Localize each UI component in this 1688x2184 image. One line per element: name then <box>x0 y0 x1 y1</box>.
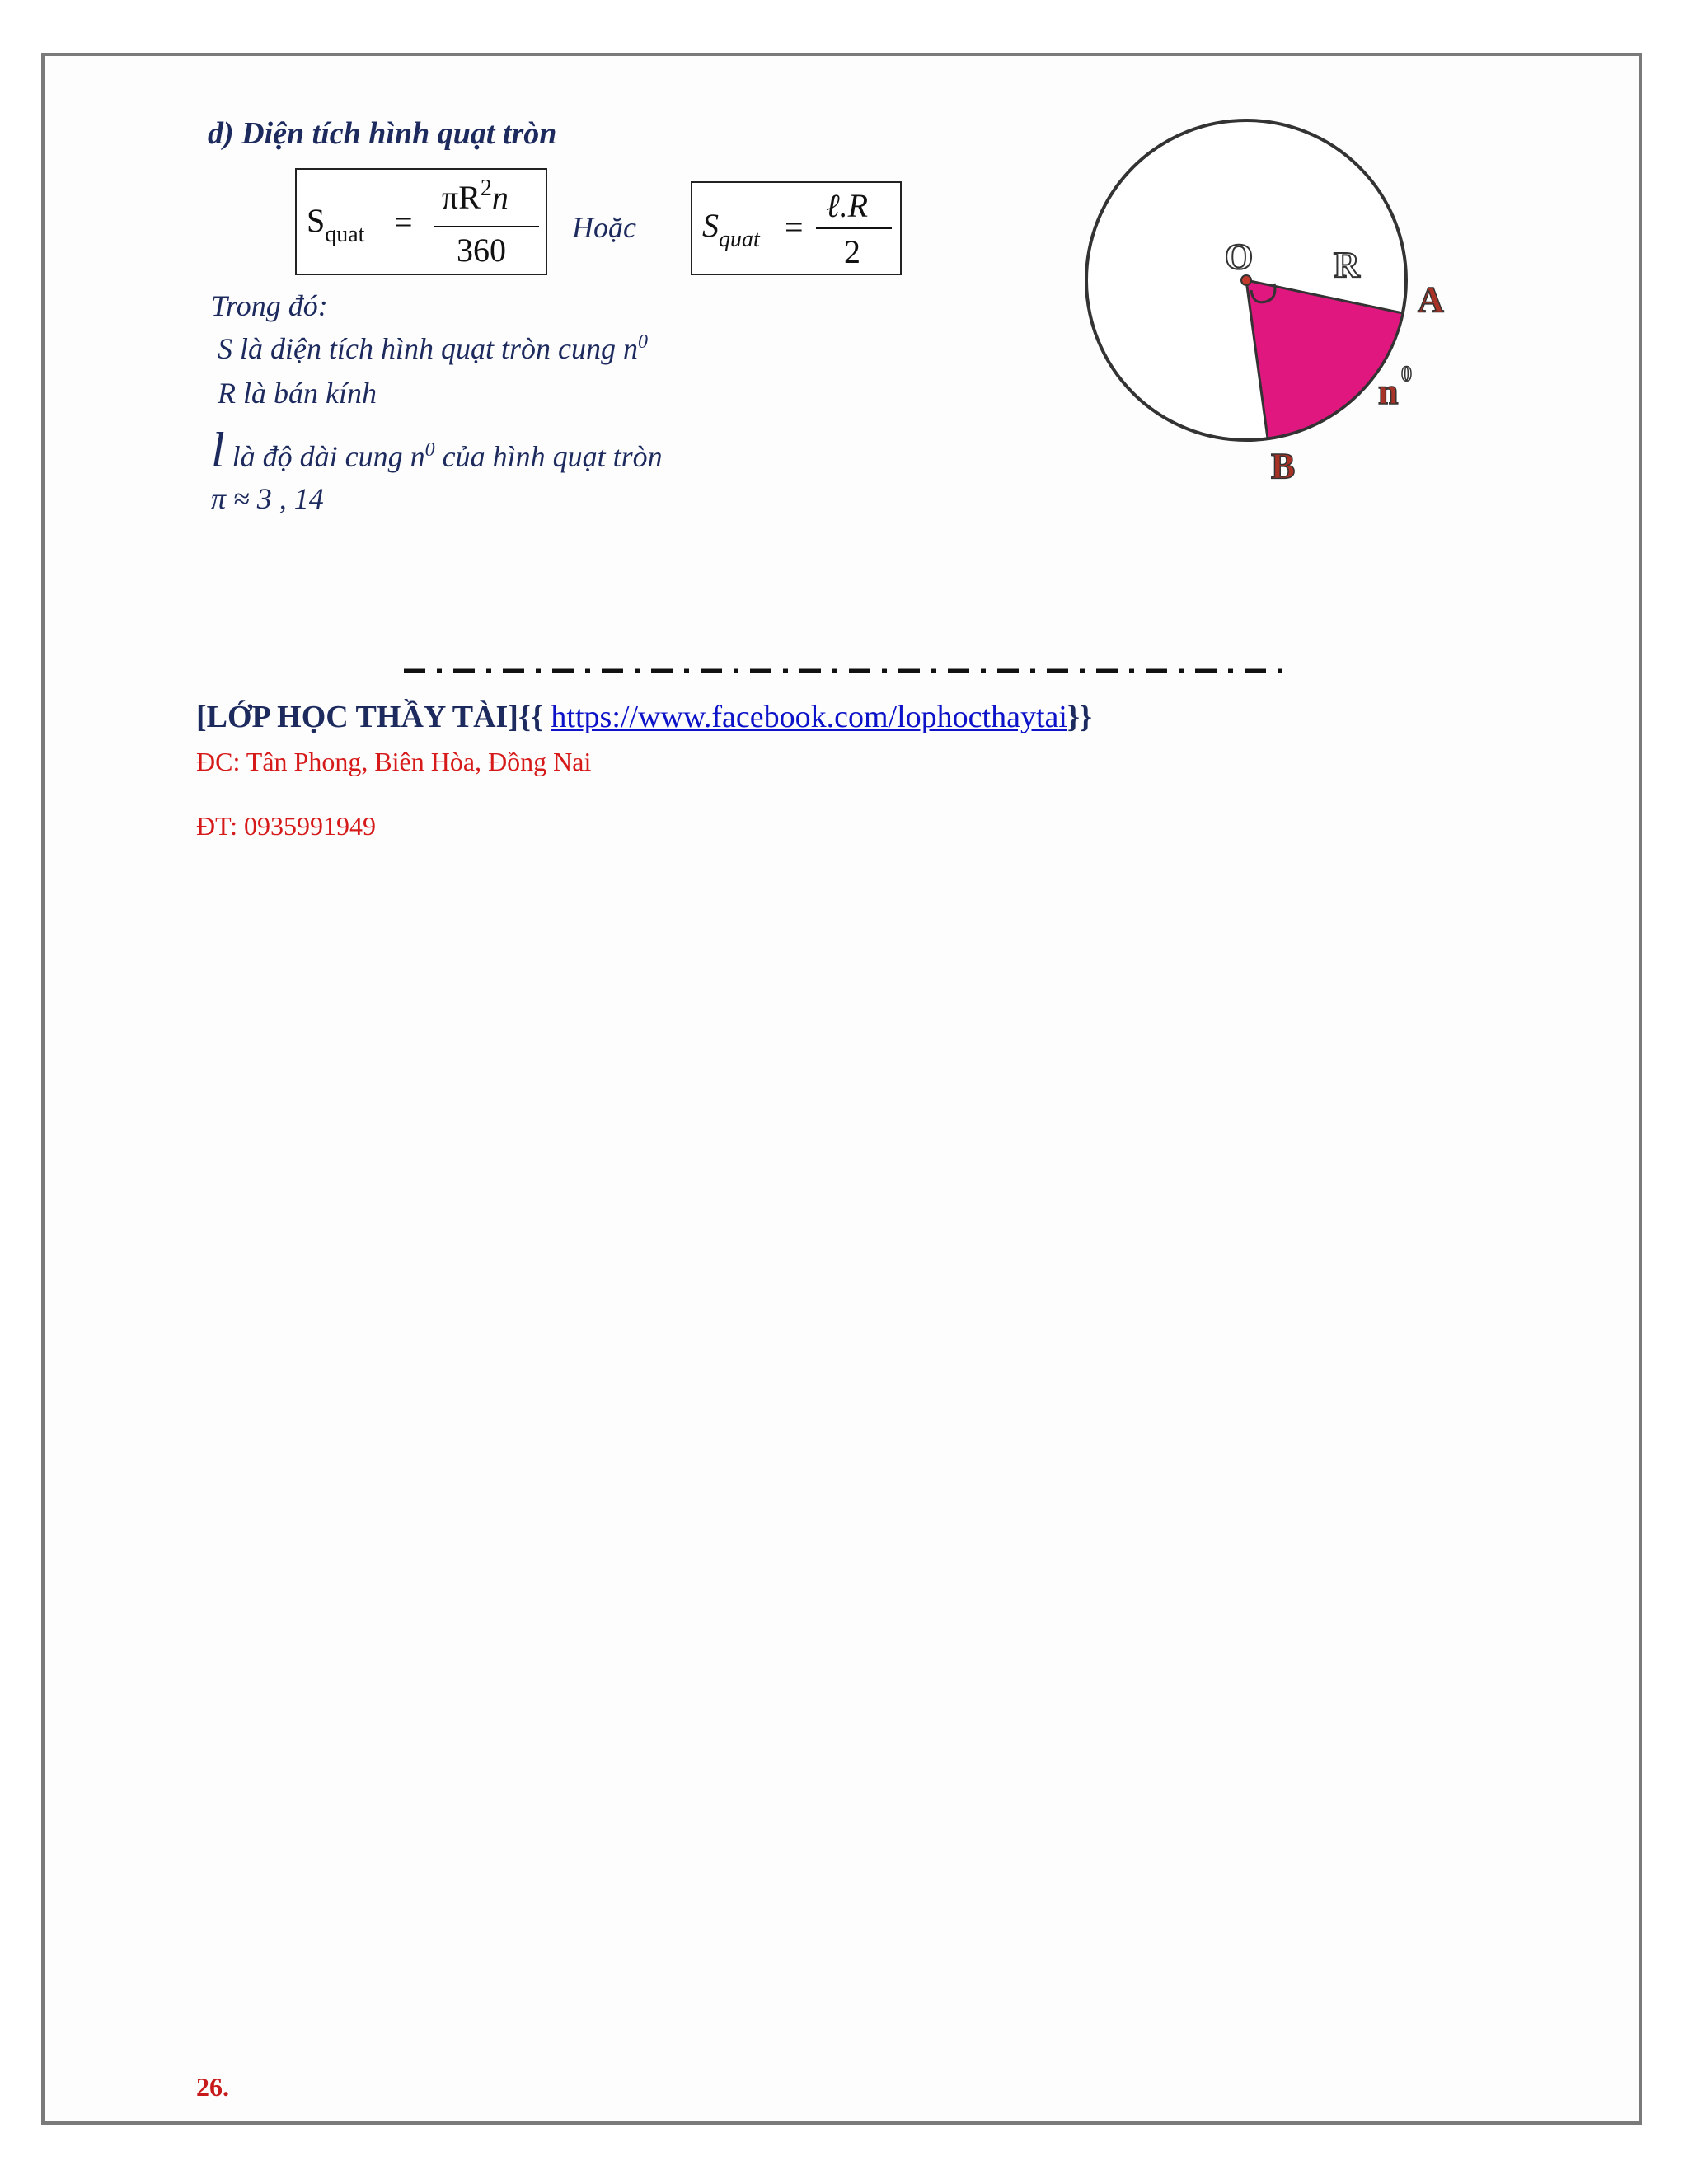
formula2-equals: = <box>785 209 804 246</box>
label-n: n <box>1378 372 1399 412</box>
page-number: 26. <box>196 2072 229 2102</box>
explanation-l <box>211 422 663 479</box>
label-n-degree: 0 <box>1401 362 1412 386</box>
sector-area-formula-alt-box <box>691 181 902 275</box>
footer-phone: ĐT: 0935991949 <box>196 811 376 841</box>
facebook-link[interactable]: https://www.facebook.com/lophocthaytai <box>551 700 1067 734</box>
explanation-pi: π ≈ 3 , 14 <box>211 482 324 515</box>
formula2-lhs <box>702 206 760 252</box>
footer-title: [LỚP HỌC THẦY TÀI] <box>196 700 518 734</box>
footer-address: ĐC: Tân Phong, Biên Hòa, Đồng Nai <box>196 747 592 776</box>
explanation-l-text: là độ dài cung n <box>224 440 425 473</box>
label-o: O <box>1225 237 1254 277</box>
or-connector: Hoặc <box>572 211 636 244</box>
formula2-numerator: ℓ.R <box>826 187 869 224</box>
explanation-s-text: S là diện tích hình quạt tròn cung n <box>218 332 638 365</box>
formula1-numerator-var: n <box>491 179 509 216</box>
formula2-fraction-line <box>816 227 892 229</box>
formula1-fraction-line <box>434 226 539 227</box>
dash-dot-divider <box>404 668 1294 674</box>
explanation-s-sup: 0 <box>637 331 648 353</box>
sector-diagram <box>1071 107 1467 494</box>
explanation-l-tail: của hình quạt tròn <box>434 440 663 473</box>
arc-length-symbol: l <box>211 423 225 477</box>
formula1-denominator: 360 <box>457 232 506 269</box>
explanation-s <box>218 331 648 366</box>
label-b: B <box>1271 446 1296 486</box>
formula1-equals: = <box>394 204 413 241</box>
sector-area-formula-box <box>295 168 547 275</box>
formula1-numerator <box>442 178 509 217</box>
explanation-r: R là bán kính <box>218 377 377 410</box>
label-a: A <box>1418 279 1444 320</box>
formula2-lhs-subscript: quat <box>719 227 760 252</box>
formula2-denominator: 2 <box>844 233 860 270</box>
formula1-numerator-exp: 2 <box>480 176 492 201</box>
formula2-lhs-symbol: S <box>702 207 719 244</box>
footer-brace-open: {{ <box>518 700 551 734</box>
formula1-lhs-subscript: quat <box>325 222 365 247</box>
formula1-numerator-base: πR <box>442 179 481 216</box>
label-r: R <box>1334 245 1360 285</box>
footer-title-line <box>196 699 1092 735</box>
explanation-l-sup: 0 <box>424 439 435 461</box>
formula1-lhs-symbol: S <box>307 202 326 239</box>
explanation-intro: Trong đó: <box>211 289 328 322</box>
formula1-lhs <box>307 201 365 247</box>
footer-brace-close: }} <box>1067 700 1092 734</box>
section-heading: d) Diện tích hình quạt tròn <box>208 116 557 151</box>
